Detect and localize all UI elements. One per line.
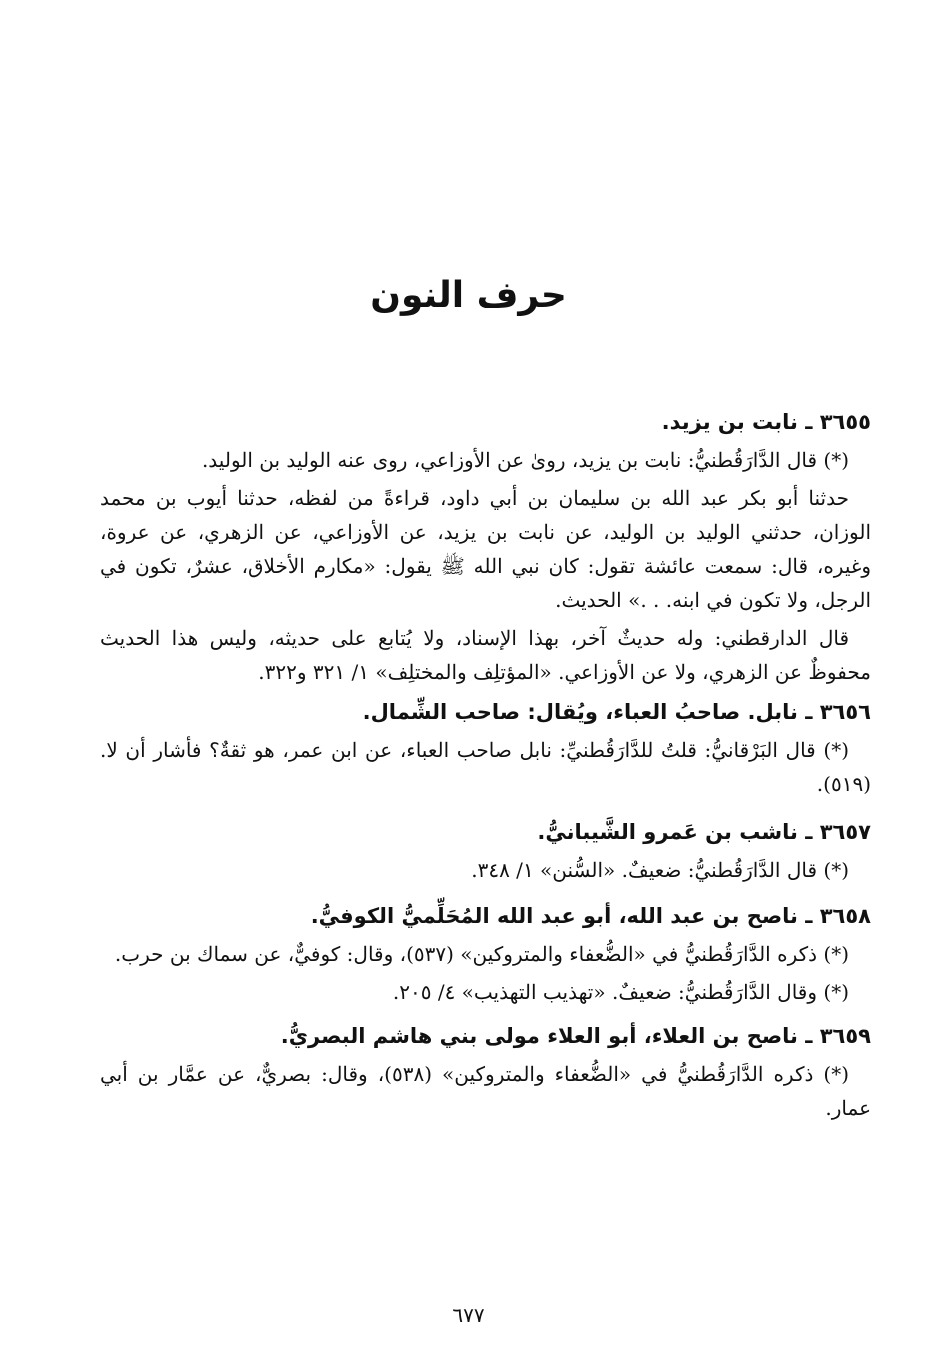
entry-heading: ٣٦٥٨ ـ ناصح بن عبد الله، أبو عبد الله المُحَلِّميُّ الكوفيُّ. — [310, 904, 871, 928]
entry-3659 — [100, 1019, 871, 1125]
entry-paragraph: حدثنا أبو بكر عبد الله بن سليمان بن أبي داود، قراءةً من لفظه، حدثنا أيوب بن محمد الوزان، حدثني الوليد بن الوليد، عن نابت بن يزيد، عن الأوزاعي، عن الزهري، عن عروة، وغيره، قال: سمعت عائشة تقول: كان نبي الله ﷺ يقول: «مكارم الأخلاق، عشرٌ، تكون في الرجل، ولا تكون في ابنه. . .» الحديث. — [100, 486, 871, 612]
entry-paragraph: (*) ذكره الدَّارَقُطنيُّ في «الضُّعفاء والمتروكين» (٥٣٨)، وقال: بصريٌّ، عن عمَّار بن أبي عمار. — [100, 1062, 871, 1120]
entry-paragraph: (*) وقال الدَّارَقُطنيُّ: ضعيفٌ. «تهذيب التهذيب» ٤/ ٢٠٥. — [392, 980, 849, 1004]
entry-heading: ٣٦٥٧ ـ ناشب بن عَمرو الشَّيبانيُّ. — [537, 820, 871, 844]
chapter-title: حرف النون — [370, 275, 567, 317]
entry-3658 — [100, 899, 871, 1009]
entry-heading: ٣٦٥٥ ـ نابت بن يزيد. — [661, 410, 871, 434]
entry-paragraph: (*) قال البَرْقانيُّ: قلتُ للدَّارَقُطنيِّ: نابل صاحب العباء، عن ابن عمر، هو ثقةٌ؟ فأشار أن لا. (٥١٩). — [100, 738, 871, 796]
entry-3657 — [100, 815, 871, 887]
entry-paragraph: (*) قال الدَّارَقُطنيُّ: نابت بن يزيد، روىٰ عن الأوزاعي، روى عنه الوليد بن الوليد. — [201, 448, 849, 472]
entry-3655 — [100, 405, 871, 689]
entries-list — [100, 405, 871, 1129]
entry-heading: ٣٦٥٩ ـ ناصح بن العلاء، أبو العلاء مولى بني هاشم البصريُّ. — [280, 1024, 871, 1048]
entry-paragraph: (*) ذكره الدَّارَقُطنيُّ في «الضُّعفاء والمتروكين» (٥٣٧)، وقال: كوفيٌّ، عن سماك بن حرب. — [114, 942, 849, 966]
page-number: ٦٧٧ — [452, 1303, 485, 1327]
entry-3656 — [100, 695, 871, 801]
entry-paragraph: قال الدارقطني: وله حديثٌ آخر، بهذا الإسناد، ولا يُتابع على حديثه، وليس هذا الحديث محفوظٌ عن الزهري، ولا عن الأوزاعي. «المؤتلِف والمختلِف» ١/ ٣٢١ و٣٢٢. — [100, 626, 871, 684]
entry-heading: ٣٦٥٦ ـ نابل. صاحبُ العباء، ويُقال: صاحب الشِّمال. — [362, 700, 871, 724]
entry-paragraph: (*) قال الدَّارَقُطنيُّ: ضعيفٌ. «السُّنن» ١/ ٣٤٨. — [471, 858, 849, 882]
